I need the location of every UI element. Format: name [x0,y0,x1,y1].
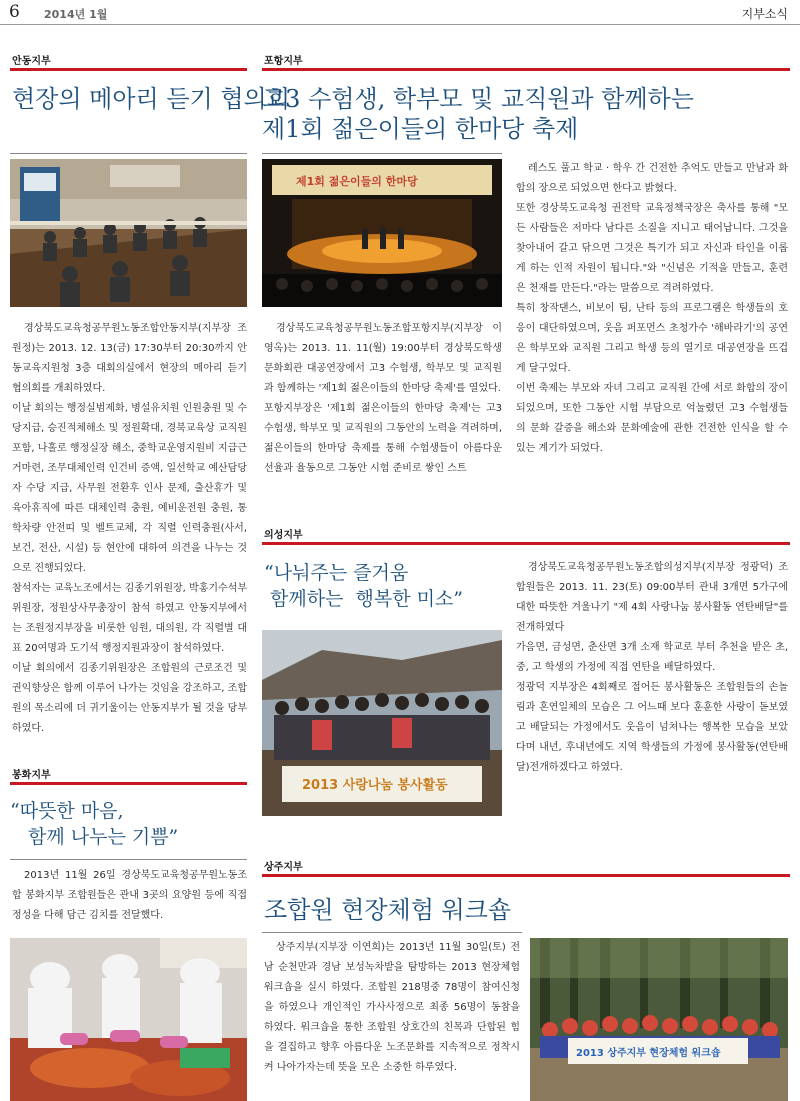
issue-date: 2014년 1월 [44,8,108,21]
pohang-concert-photo [262,159,502,307]
pohang-title-line2: 제1회 젊은이들의 한마당 축제 [262,115,579,143]
pohang-article-body-left: 경상북도교육청공무원노동조합포항지부(지부장 이영옥)는 2013. 11. 11(월) 19:00부터 경상북도학생문화회관 대공연장에서 고3 수험생, 학부모 및 교직원과 함께하는 '제1회 젊은이들의 한마당 축제'를 열었다. 포항지부장은 '제1회 젊은이들의 한마당 축제'는 고3 수험생, 학부모 및 교직원의 그동안의 노력을 격려하며, 젊은이들의 한마당 축제를 통해 수험생들이 아름다운 선율과 율동으로 그동안 시험 준비로 쌓인 스트 [264,323,502,474]
bonghwa-article-body: 2013년 11월 26일 경상북도교육청공무원노동조합 봉화지부 조합원들은 관내 3곳의 요양원 등에 직접 정성을 다해 담근 김치를 전달했다. [12,870,247,921]
header-rule [0,24,800,25]
andong-red-rule [10,68,247,71]
bonghwa-red-rule [10,782,247,785]
pohang-stage-banner: 제1회 젊은이들의 한마당 [296,175,418,188]
uiseong-photo-banner: 2013 사랑나눔 봉사활동 [302,778,448,793]
bonghwa-kimchi-photo [10,938,247,1101]
andong-tag: 안동지부 [12,56,51,67]
pohang-divider [262,153,502,154]
uiseong-quote-line1: “나눠주는 즐거움 [264,562,409,584]
sangju-article-body: 상주지부(지부장 이연희)는 2013년 11월 30일(토) 전남 순천만과 경남 보성녹차밭을 탐방하는 2013 현장체험 워크숍을 실시 하였다. 조합원 218명중 78명이 참여신청을 하였으나 개인적인 가사사정으로 최종 56명이 동참을 하였다. 워크숍을 통한 조합원 상호간의 친목과 단합된 힘을 결집하고 향후 아름다운 노조문화를 지속적으로 정착시켜 나아가자는데 뜻을 모은 소중한 하루였다. [264,942,520,1073]
sangju-red-rule [262,874,790,877]
bonghwa-quote-line1: “따뜻한 마음, [10,800,124,822]
pohang-article-body-right: 레스도 풀고 학교 · 학우 간 건전한 추억도 만들고 만남과 화합의 장으로 되었으면 한다고 밝혔다. 또한 경상북도교육청 권전탁 교육정책국장은 축사를 통해 "모든 사람들은 저마다 남다른 소질을 지니고 태어납니다. 그것을 찾아내어 갈고 닦으면 그것은 특기가 되고 자신과 타인을 이롭게 하는 인적 자원이 됩니다."와 "신념은 기적을 만들고, 훈련은 천재를 만든다."라는 말씀으로 격려하였다. 특히 창작댄스, 비보이 팀, 난타 등의 프로그램은 학생들의 호응이 대단하였으며, 웃음 퍼포먼스 초청가수 '해바라기'의 공연은 학부모와 교직원 그리고 학생 등의 열기로 대공연장을 뜨겁게 달구었다. 이번 축제는 부모와 자녀 그리고 교직원 간에 서로 화합의 장이 되었으며, 또한 그동안 시험 부담으로 억눌렸던 고3 수험생들의 문화 갈증을 해소와 문화예술에 관한 건전한 인식을 할 수 있는 계기가 되었다. [516,163,788,454]
sangju-title: 조합원 현장체험 워크숍 [264,896,512,924]
uiseong-volunteer-photo [262,630,502,816]
bonghwa-quote-line2: 함께 나누는 기쁨” [28,826,179,848]
sangju-tag: 상주지부 [264,862,303,873]
uiseong-quote-line2: 함께하는 행복한 미소” [270,588,464,610]
uiseong-red-rule [262,542,790,545]
uiseong-tag: 의성지부 [264,530,303,541]
bonghwa-divider [10,859,247,860]
andong-divider [10,153,247,154]
sangju-photo-banner: 2013 상주지부 현장체험 워크숍 [576,1048,721,1059]
pohang-red-rule [262,68,790,71]
pohang-title-line1: 고3 수험생, 학부모 및 교직원과 함께하는 [262,85,694,113]
andong-article-body: 경상북도교육청공무원노동조합안동지부(지부장 조원정)는 2013. 12. 13(금) 17:30부터 20:30까지 안동교육지원청 3층 대회의실에서 현장의 메아리 듣기 협의회를 개최하였다. 이날 회의는 행정실범제화, 병설유치원 인원충원 및 수당지급, 승진적체해소 및 정원확대, 경북교육상 교직원 포함, 나홀로 행정실장 해소, 중학교운영지원비 지급근거마련, 조무대체인력 인건비 증액, 일선학교 예산담당자 수당 지급, 사무원 전환후 인사 문제, 출산휴가 및 육아휴직에 따른 대체인력 충원, 예비운전원 충원, 통학차량 안전띠 및 벨트교체, 각 직렬 인력충원(사서, 보건, 전산, 시설) 등 현안에 대하여 의견을 나누는 것으로 진행되었다. 참석자는 교육노조에서는 김종기위원장, 박홍기수석부위원장, 정원상사무총장이 참석 하였고 안동지부에서는 조원정지부장을 비롯한 임원, 대의원, 각 직렬별 대표 20여명과 도기석 행정지원과장이 참석하였다. 이날 회의에서 김종기위원장은 조합원의 근로조건 및 권익향상은 함께 이루어 나가는 것임을 강조하고, 조합원의 목소리에 더 귀기울이는 안동지부가 될 것을 당부하였다. [12,323,247,734]
sangju-divider [262,932,522,933]
andong-meeting-photo [10,159,247,307]
pohang-tag: 포항지부 [264,56,303,67]
bonghwa-tag: 봉화지부 [12,770,51,781]
uiseong-article-body: 경상북도교육청공무원노동조합의성지부(지부장 정광덕) 조합원들은 2013. 11. 23(토) 09:00부터 관내 3개면 5가구에 대한 따뜻한 겨울나기 "제 4회 사랑나눔 봉사활동 연탄배달"를 전개하였다 가음면, 금성면, 춘산면 3개 소재 학교로 부터 추천을 받은 초, 중, 고 학생의 가정에 직접 연탄을 배달하였다. 정광덕 지부장은 4회째로 접어든 봉사활동은 조합원들의 손놀림과 혼연일체의 모습은 그 어느때 보다 훈훈한 사랑이 돋보였고 배달되는 가정에서도 웃음이 넘쳐나는 행복한 모습을 보았다며 내년, 후내년에도 지역 학생들의 가정에 봉사활동(연탄배달)전개하겠다고 하였다. [516,562,788,773]
section-name: 지부소식 [741,7,788,21]
sangju-group-photo [530,938,788,1101]
andong-title: 현장의 메아리 듣기 협의회 [12,85,290,113]
page-number: 6 [9,2,20,22]
